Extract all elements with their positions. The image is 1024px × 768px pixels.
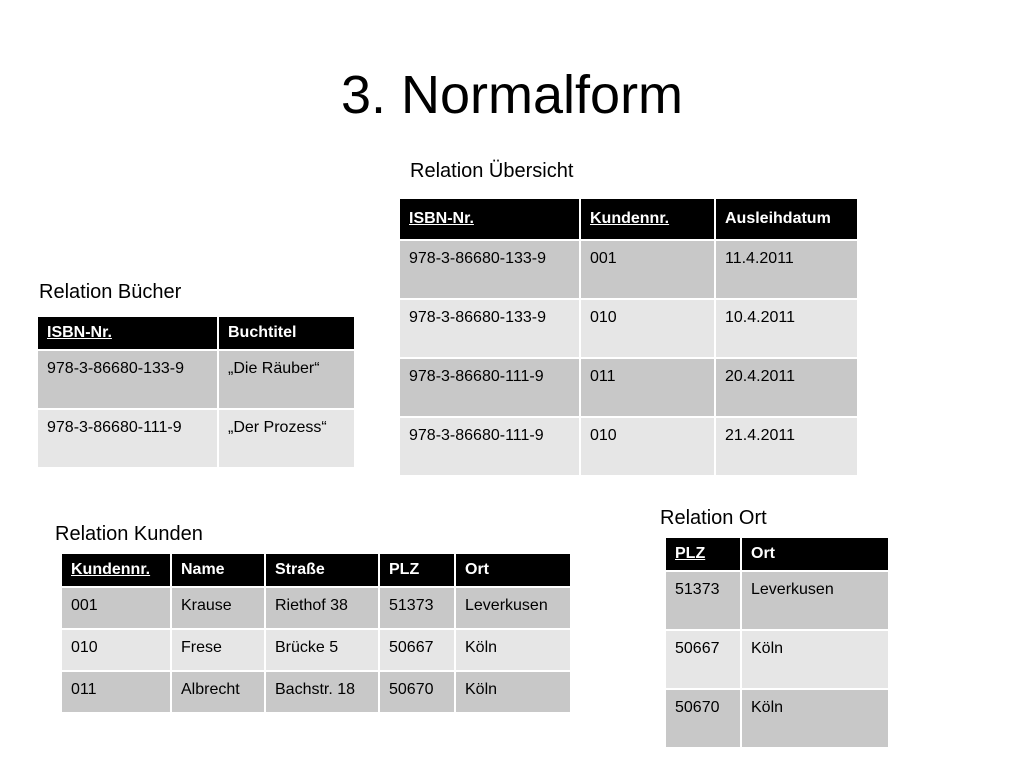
kunden-cell-kundennr: 011: [61, 671, 171, 713]
kunden-header-kundennr: Kundennr.: [61, 553, 171, 587]
ort-caption: Relation Ort: [660, 507, 767, 529]
uebersicht-cell-datum: 10.4.2011: [715, 299, 858, 358]
table-row: [61, 629, 571, 671]
uebersicht-cell-isbn: 978-3-86680-111-9: [399, 417, 580, 476]
ort-cell-plz: 51373: [665, 571, 741, 630]
buecher-cell-isbn: 978-3-86680-111-9: [37, 409, 218, 468]
kunden-header-ort: Ort: [455, 553, 571, 587]
kunden-cell-ort: Leverkusen: [455, 587, 571, 629]
uebersicht-header-ausleihdatum: Ausleihdatum: [715, 198, 858, 240]
table-row: [665, 571, 889, 630]
uebersicht-header-isbn: ISBN-Nr.: [399, 198, 580, 240]
uebersicht-cell-isbn: 978-3-86680-133-9: [399, 240, 580, 299]
kunden-cell-plz: 50670: [379, 671, 455, 713]
uebersicht-cell-isbn: 978-3-86680-111-9: [399, 358, 580, 417]
uebersicht-cell-isbn: 978-3-86680-133-9: [399, 299, 580, 358]
uebersicht-cell-kundennr: 010: [580, 299, 715, 358]
uebersicht-caption: Relation Übersicht: [410, 160, 574, 182]
ort-cell-ort: Köln: [741, 689, 889, 748]
kunden-cell-name: Frese: [171, 629, 265, 671]
ort-cell-plz: 50667: [665, 630, 741, 689]
buecher-caption: Relation Bücher: [39, 281, 182, 303]
kunden-table: [60, 552, 572, 714]
buecher-header-buchtitel: Buchtitel: [218, 316, 355, 350]
uebersicht-cell-kundennr: 010: [580, 417, 715, 476]
kunden-header-strasse: Straße: [265, 553, 379, 587]
slide-title: 3. Normalform: [340, 65, 684, 125]
uebersicht-table: [398, 197, 859, 477]
buecher-header-isbn: ISBN-Nr.: [37, 316, 218, 350]
kunden-caption: Relation Kunden: [55, 523, 203, 545]
table-row: [665, 689, 889, 748]
ort-table: [664, 536, 890, 749]
table-row: [399, 358, 858, 417]
kunden-cell-strasse: Riethof 38: [265, 587, 379, 629]
table-row: [37, 350, 355, 409]
table-row: [61, 587, 571, 629]
uebersicht-cell-datum: 21.4.2011: [715, 417, 858, 476]
kunden-cell-ort: Köln: [455, 671, 571, 713]
ort-cell-plz: 50670: [665, 689, 741, 748]
table-row: [37, 409, 355, 468]
ort-header-plz: PLZ: [665, 537, 741, 571]
uebersicht-header-kundennr: Kundennr.: [580, 198, 715, 240]
kunden-cell-strasse: Brücke 5: [265, 629, 379, 671]
table-row: [399, 417, 858, 476]
kunden-cell-kundennr: 001: [61, 587, 171, 629]
buecher-cell-titel: „Der Prozess“: [218, 409, 355, 468]
ort-header-row: [665, 537, 889, 571]
table-row: [665, 630, 889, 689]
kunden-cell-ort: Köln: [455, 629, 571, 671]
ort-header-ort: Ort: [741, 537, 889, 571]
uebersicht-cell-kundennr: 001: [580, 240, 715, 299]
buecher-cell-titel: „Die Räuber“: [218, 350, 355, 409]
kunden-cell-plz: 50667: [379, 629, 455, 671]
uebersicht-cell-datum: 20.4.2011: [715, 358, 858, 417]
uebersicht-cell-kundennr: 011: [580, 358, 715, 417]
ort-cell-ort: Leverkusen: [741, 571, 889, 630]
buecher-header-row: [37, 316, 355, 350]
kunden-header-name: Name: [171, 553, 265, 587]
kunden-cell-kundennr: 010: [61, 629, 171, 671]
buecher-cell-isbn: 978-3-86680-133-9: [37, 350, 218, 409]
kunden-cell-strasse: Bachstr. 18: [265, 671, 379, 713]
kunden-header-plz: PLZ: [379, 553, 455, 587]
kunden-cell-name: Krause: [171, 587, 265, 629]
uebersicht-cell-datum: 11.4.2011: [715, 240, 858, 299]
kunden-cell-name: Albrecht: [171, 671, 265, 713]
kunden-header-row: [61, 553, 571, 587]
table-row: [61, 671, 571, 713]
uebersicht-header-row: [399, 198, 858, 240]
table-row: [399, 240, 858, 299]
buecher-table: [36, 315, 356, 469]
table-row: [399, 299, 858, 358]
ort-cell-ort: Köln: [741, 630, 889, 689]
kunden-cell-plz: 51373: [379, 587, 455, 629]
